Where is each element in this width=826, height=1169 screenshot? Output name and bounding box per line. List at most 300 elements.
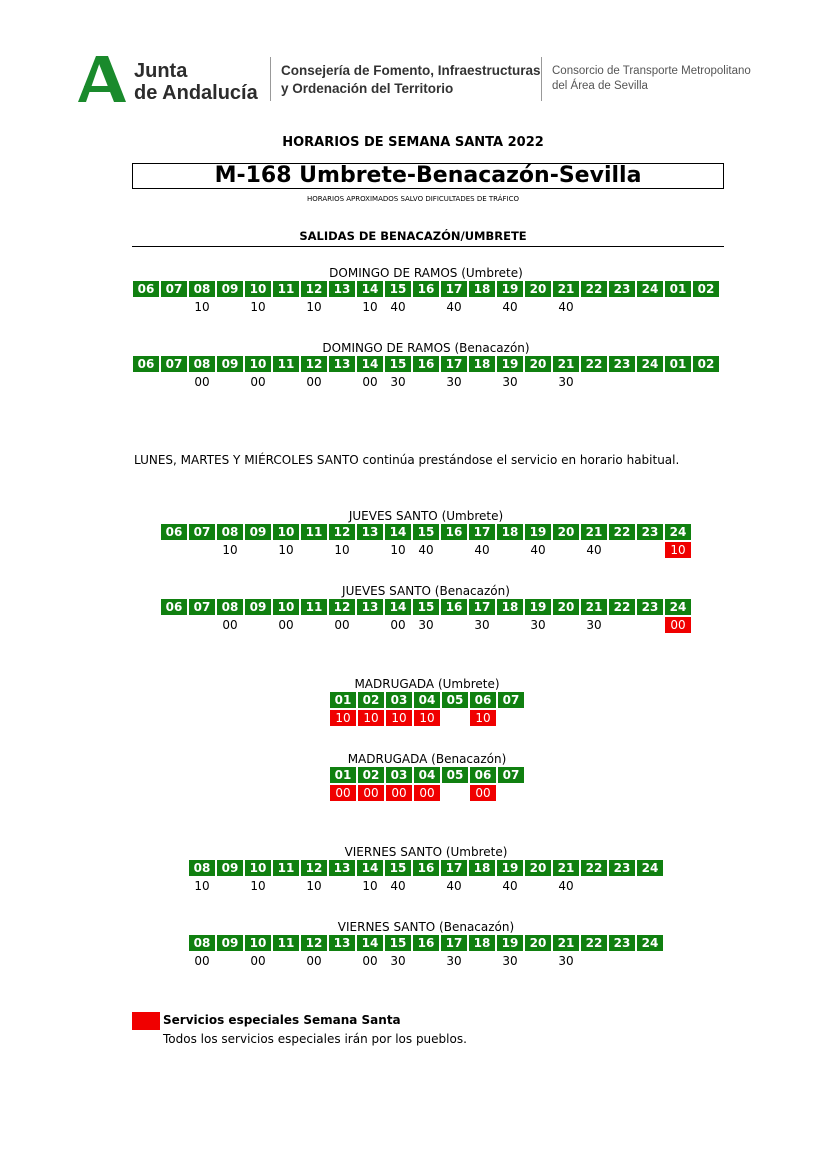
hour-cell: 24 [637, 356, 663, 372]
hour-cell: 08 [189, 281, 215, 297]
minute-cell: 00 [222, 618, 238, 632]
page-title: HORARIOS DE SEMANA SANTA 2022 [282, 135, 544, 150]
minute-cell: 30 [502, 954, 518, 968]
hour-row [161, 524, 691, 540]
hour-cell: 11 [273, 935, 299, 951]
minute-cell: 00 [390, 618, 406, 632]
minute-cell: 00 [306, 954, 322, 968]
section-title: SALIDAS DE BENACAZÓN/UMBRETE [299, 229, 527, 243]
minute-row [161, 542, 691, 558]
hour-cell: 18 [469, 935, 495, 951]
header-divider [270, 57, 271, 101]
hour-cell: 03 [386, 692, 412, 708]
schedule-label: DOMINGO DE RAMOS (Umbrete) [329, 266, 523, 280]
minute-cell [441, 617, 467, 633]
hour-cell: 17 [441, 356, 467, 372]
hour-cell: 24 [637, 935, 663, 951]
hour-cell: 15 [385, 281, 411, 297]
schedule-jueves-benacazon [161, 583, 691, 633]
minute-cell [581, 953, 607, 969]
minute-row [161, 617, 691, 633]
hour-cell: 05 [442, 767, 468, 783]
special-minute-cell: 10 [386, 710, 412, 726]
minute-cell [357, 542, 383, 558]
hour-cell: 14 [385, 524, 411, 540]
hour-cell: 20 [525, 356, 551, 372]
hour-cell: 14 [357, 935, 383, 951]
schedule-madrugada-benacazon [330, 751, 524, 801]
hour-cell: 16 [441, 524, 467, 540]
minute-cell [245, 542, 271, 558]
hour-cell: 23 [609, 281, 635, 297]
hour-cell: 11 [301, 599, 327, 615]
hour-cell: 21 [581, 599, 607, 615]
minute-cell: 40 [558, 300, 574, 314]
hour-cell: 12 [301, 860, 327, 876]
minute-cell: 10 [250, 300, 266, 314]
special-minute-cell: 00 [665, 617, 691, 633]
schedule-label: DOMINGO DE RAMOS (Benacazón) [322, 341, 530, 355]
hour-cell: 23 [637, 599, 663, 615]
hour-cell: 16 [413, 281, 439, 297]
hour-cell: 20 [525, 281, 551, 297]
hour-cell: 13 [329, 935, 355, 951]
minute-cell: 00 [278, 618, 294, 632]
special-minute-cell: 10 [470, 710, 496, 726]
minute-cell [525, 299, 551, 315]
minute-cell: 10 [390, 543, 406, 557]
minute-cell [581, 299, 607, 315]
minute-cell [413, 299, 439, 315]
minute-cell [161, 374, 187, 390]
hour-cell: 06 [470, 692, 496, 708]
hour-cell: 04 [414, 692, 440, 708]
hour-cell: 02 [358, 767, 384, 783]
hour-cell: 06 [133, 281, 159, 297]
dept-line2: y Ordenación del Territorio [281, 81, 454, 96]
minute-cell: 00 [250, 954, 266, 968]
hour-cell: 06 [470, 767, 496, 783]
minute-cell [469, 953, 495, 969]
schedule-domingo-umbrete [133, 265, 719, 315]
minute-row [189, 953, 663, 969]
minute-cell [609, 953, 635, 969]
section-rule [132, 246, 724, 247]
hour-cell: 12 [329, 599, 355, 615]
hour-cell: 10 [245, 281, 271, 297]
hour-cell: 11 [273, 281, 299, 297]
hour-cell: 16 [413, 356, 439, 372]
minute-cell: 00 [362, 954, 378, 968]
minute-cell [469, 299, 495, 315]
minute-cell [637, 374, 663, 390]
hour-cell: 21 [553, 860, 579, 876]
hour-cell: 22 [581, 281, 607, 297]
minute-cell [693, 374, 719, 390]
minute-cell [609, 374, 635, 390]
hour-cell: 07 [189, 599, 215, 615]
minute-cell: 30 [558, 375, 574, 389]
schedule-label: MADRUGADA (Umbrete) [354, 677, 500, 691]
minute-cell [581, 878, 607, 894]
hour-cell: 13 [357, 599, 383, 615]
hour-cell: 20 [553, 599, 579, 615]
minute-cell [469, 878, 495, 894]
hour-cell: 01 [665, 281, 691, 297]
hour-cell: 18 [497, 599, 523, 615]
minute-cell [329, 953, 355, 969]
special-minute-cell: 00 [330, 785, 356, 801]
minute-cell: 10 [250, 879, 266, 893]
hour-cell: 15 [385, 860, 411, 876]
special-minute-cell: 00 [358, 785, 384, 801]
minute-cell [637, 299, 663, 315]
hour-cell: 07 [498, 767, 524, 783]
hour-cell: 22 [609, 524, 635, 540]
minute-cell [133, 299, 159, 315]
special-minute-cell: 10 [330, 710, 356, 726]
minute-cell [609, 542, 635, 558]
hour-cell: 22 [581, 860, 607, 876]
hour-cell: 21 [581, 524, 607, 540]
hour-cell: 23 [609, 356, 635, 372]
hour-cell: 19 [497, 935, 523, 951]
minute-cell [665, 374, 691, 390]
minute-cell: 10 [194, 300, 210, 314]
special-minute-cell: 00 [414, 785, 440, 801]
minute-cell [442, 710, 468, 726]
minute-cell [553, 617, 579, 633]
minute-cell: 30 [558, 954, 574, 968]
hour-cell: 02 [693, 281, 719, 297]
hour-cell: 10 [273, 599, 299, 615]
minute-cell [413, 374, 439, 390]
minute-cell [609, 299, 635, 315]
minute-cell [161, 299, 187, 315]
minute-cell: 40 [446, 879, 462, 893]
special-minute-cell: 10 [665, 542, 691, 558]
hour-cell: 15 [413, 524, 439, 540]
minute-cell: 40 [446, 300, 462, 314]
hour-cell: 13 [357, 524, 383, 540]
minute-cell [217, 953, 243, 969]
hour-cell: 11 [273, 356, 299, 372]
minute-cell [189, 617, 215, 633]
minute-cell: 10 [362, 879, 378, 893]
minute-cell [497, 617, 523, 633]
schedule-madrugada-umbrete [330, 676, 524, 726]
minute-cell [329, 374, 355, 390]
legend-swatch [132, 1012, 160, 1030]
minute-cell [525, 953, 551, 969]
minute-cell: 30 [530, 618, 546, 632]
schedule-label: VIERNES SANTO (Benacazón) [337, 920, 515, 934]
minute-cell [469, 374, 495, 390]
minute-cell [665, 299, 691, 315]
hour-cell: 08 [189, 356, 215, 372]
hour-cell: 10 [245, 935, 271, 951]
minute-cell: 30 [586, 618, 602, 632]
minute-cell: 30 [390, 375, 406, 389]
minute-row [330, 785, 524, 801]
hour-cell: 07 [189, 524, 215, 540]
notice-text: LUNES, MARTES Y MIÉRCOLES SANTO continúa prestándose el servicio en horario habitual. [134, 453, 680, 467]
schedule-label: MADRUGADA (Benacazón) [347, 752, 507, 766]
hour-cell: 11 [301, 524, 327, 540]
minute-cell: 30 [502, 375, 518, 389]
minute-cell: 40 [530, 543, 546, 557]
hour-cell: 13 [329, 860, 355, 876]
schedule-viernes-benacazon [189, 919, 663, 969]
minute-cell [161, 542, 187, 558]
hour-cell: 22 [581, 935, 607, 951]
hour-cell: 09 [217, 935, 243, 951]
minute-cell [413, 878, 439, 894]
minute-cell [553, 542, 579, 558]
hour-cell: 13 [329, 281, 355, 297]
minute-cell [637, 878, 663, 894]
hour-cell: 09 [245, 599, 271, 615]
hour-cell: 22 [609, 599, 635, 615]
minute-cell [498, 785, 524, 801]
minute-cell [609, 617, 635, 633]
logo-line1: Junta [134, 60, 188, 82]
hour-cell: 12 [329, 524, 355, 540]
minute-cell: 40 [418, 543, 434, 557]
minute-cell [357, 617, 383, 633]
minute-cell [273, 299, 299, 315]
hour-cell: 09 [217, 356, 243, 372]
schedule-domingo-benacazon [133, 340, 719, 390]
hour-cell: 13 [329, 356, 355, 372]
hour-cell: 08 [217, 599, 243, 615]
hour-cell: 08 [189, 860, 215, 876]
minute-cell [497, 542, 523, 558]
hour-row [133, 356, 719, 372]
minute-cell [329, 299, 355, 315]
hour-cell: 07 [161, 281, 187, 297]
special-minute-cell: 00 [386, 785, 412, 801]
minute-cell: 30 [474, 618, 490, 632]
hour-cell: 16 [441, 599, 467, 615]
minute-cell: 30 [446, 375, 462, 389]
hour-cell: 18 [469, 356, 495, 372]
hour-cell: 17 [441, 935, 467, 951]
legend-title: Servicios especiales Semana Santa [163, 1013, 401, 1027]
hour-cell: 19 [497, 356, 523, 372]
minute-cell: 00 [250, 375, 266, 389]
special-minute-cell: 00 [470, 785, 496, 801]
minute-cell [609, 878, 635, 894]
hour-cell: 12 [301, 935, 327, 951]
minute-cell [442, 785, 468, 801]
minute-cell: 10 [362, 300, 378, 314]
hour-cell: 14 [357, 860, 383, 876]
minute-cell [273, 374, 299, 390]
minute-cell: 30 [446, 954, 462, 968]
hour-cell: 18 [497, 524, 523, 540]
minute-cell [637, 542, 663, 558]
minute-cell: 00 [334, 618, 350, 632]
minute-cell: 30 [390, 954, 406, 968]
hour-cell: 10 [245, 860, 271, 876]
minute-cell: 40 [502, 300, 518, 314]
minute-cell [637, 617, 663, 633]
logo-line2: de Andalucía [134, 82, 258, 104]
schedule-label: JUEVES SANTO (Benacazón) [342, 584, 510, 598]
hour-cell: 06 [161, 599, 187, 615]
minute-cell [245, 617, 271, 633]
schedule-jueves-umbrete [161, 508, 691, 558]
legend-note: Todos los servicios especiales irán por los pueblos. [163, 1032, 467, 1046]
hour-cell: 10 [273, 524, 299, 540]
hour-row [330, 692, 524, 708]
schedule-label: VIERNES SANTO (Umbrete) [344, 845, 508, 859]
minute-cell: 10 [222, 543, 238, 557]
minute-row [133, 374, 719, 390]
minute-cell [301, 542, 327, 558]
minute-cell [413, 953, 439, 969]
junta-logo-icon [78, 56, 126, 102]
minute-cell [217, 878, 243, 894]
minute-row [330, 710, 524, 726]
hour-cell: 03 [386, 767, 412, 783]
hour-cell: 09 [217, 281, 243, 297]
hour-cell: 20 [525, 935, 551, 951]
hour-cell: 10 [245, 356, 271, 372]
hour-cell: 15 [385, 356, 411, 372]
hour-cell: 16 [413, 935, 439, 951]
minute-cell: 00 [306, 375, 322, 389]
minute-cell: 40 [474, 543, 490, 557]
minute-cell: 10 [278, 543, 294, 557]
special-minute-cell: 10 [414, 710, 440, 726]
dept-line1: Consejería de Fomento, Infraestructuras [281, 63, 541, 78]
hour-cell: 06 [133, 356, 159, 372]
hour-cell: 16 [413, 860, 439, 876]
hour-cell: 14 [357, 281, 383, 297]
hour-cell: 19 [497, 281, 523, 297]
hour-cell: 06 [161, 524, 187, 540]
hour-cell: 23 [637, 524, 663, 540]
hour-cell: 24 [665, 599, 691, 615]
minute-cell [637, 953, 663, 969]
minute-cell: 40 [586, 543, 602, 557]
minute-cell: 10 [334, 543, 350, 557]
hour-row [161, 599, 691, 615]
minute-cell [525, 374, 551, 390]
minute-cell [301, 617, 327, 633]
minute-cell [693, 299, 719, 315]
hour-cell: 19 [525, 524, 551, 540]
hour-cell: 24 [637, 281, 663, 297]
minute-cell: 40 [558, 879, 574, 893]
schedule-label: JUEVES SANTO (Umbrete) [348, 509, 504, 523]
hour-cell: 17 [469, 599, 495, 615]
minute-cell: 10 [194, 879, 210, 893]
cons-line1: Consorcio de Transporte Metropolitano [552, 65, 751, 77]
minute-cell [161, 617, 187, 633]
hour-cell: 24 [665, 524, 691, 540]
hour-cell: 14 [385, 599, 411, 615]
hour-cell: 20 [525, 860, 551, 876]
hour-cell: 22 [581, 356, 607, 372]
special-minute-cell: 10 [358, 710, 384, 726]
minute-cell: 40 [502, 879, 518, 893]
minute-cell [498, 710, 524, 726]
minute-cell: 40 [390, 300, 406, 314]
hour-cell: 23 [609, 935, 635, 951]
header-divider-2 [541, 57, 542, 101]
hour-cell: 19 [525, 599, 551, 615]
hour-cell: 01 [330, 767, 356, 783]
minute-cell [189, 542, 215, 558]
hour-cell: 18 [469, 281, 495, 297]
hour-cell: 23 [609, 860, 635, 876]
hour-cell: 12 [301, 356, 327, 372]
minute-cell [525, 878, 551, 894]
hour-cell: 08 [189, 935, 215, 951]
hour-cell: 14 [357, 356, 383, 372]
hour-cell: 17 [441, 860, 467, 876]
hour-cell: 15 [385, 935, 411, 951]
hour-cell: 21 [553, 935, 579, 951]
minute-cell: 10 [306, 879, 322, 893]
minute-cell [329, 878, 355, 894]
hour-row [133, 281, 719, 297]
minute-cell: 10 [306, 300, 322, 314]
hour-cell: 17 [441, 281, 467, 297]
hour-cell: 07 [161, 356, 187, 372]
hour-cell: 02 [693, 356, 719, 372]
hour-cell: 09 [245, 524, 271, 540]
schedule-viernes-umbrete [189, 844, 663, 894]
hour-cell: 12 [301, 281, 327, 297]
hour-cell: 18 [469, 860, 495, 876]
hour-cell: 01 [330, 692, 356, 708]
hour-cell: 08 [217, 524, 243, 540]
minute-cell [133, 374, 159, 390]
hour-row [189, 935, 663, 951]
hour-cell: 02 [358, 692, 384, 708]
minute-cell [217, 374, 243, 390]
hour-cell: 15 [413, 599, 439, 615]
minute-row [133, 299, 719, 315]
hour-row [330, 767, 524, 783]
cons-line2: del Área de Sevilla [552, 80, 648, 92]
hour-cell: 19 [497, 860, 523, 876]
minute-cell [581, 374, 607, 390]
minute-cell [273, 878, 299, 894]
minute-cell [273, 953, 299, 969]
hour-cell: 09 [217, 860, 243, 876]
hour-cell: 17 [469, 524, 495, 540]
hour-row [189, 860, 663, 876]
minute-cell [217, 299, 243, 315]
hour-cell: 21 [553, 356, 579, 372]
hour-cell: 24 [637, 860, 663, 876]
minute-cell: 00 [194, 375, 210, 389]
hour-cell: 20 [553, 524, 579, 540]
hour-cell: 05 [442, 692, 468, 708]
hour-cell: 21 [553, 281, 579, 297]
disclaimer: HORARIOS APROXIMADOS SALVO DIFICULTADES DE TRÁFICO [307, 195, 519, 203]
hour-cell: 04 [414, 767, 440, 783]
minute-cell [441, 542, 467, 558]
hour-cell: 07 [498, 692, 524, 708]
minute-cell: 30 [418, 618, 434, 632]
hour-cell: 01 [665, 356, 691, 372]
